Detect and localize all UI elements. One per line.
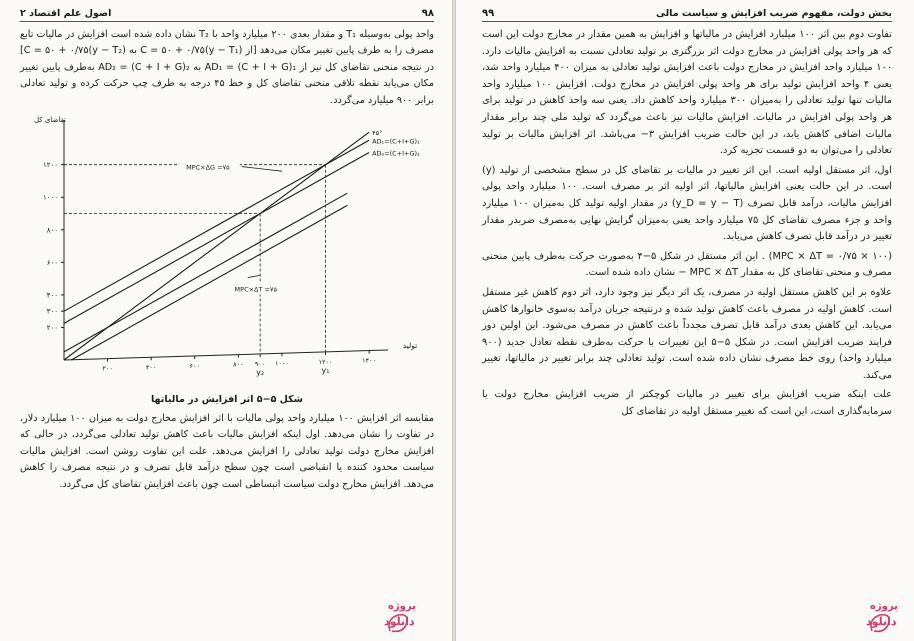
right-page-header xyxy=(482,8,892,22)
chart-svg xyxy=(20,112,434,392)
y-tick-label: ۶۰۰ xyxy=(46,258,58,267)
right-paragraph-1: تفاوت دوم بین اثر ۱۰۰ میلیارد افزایش در مالیاتها و افزایش به همین مقدار در مخارج دولت این است که هر واحد پولی افزایش در مخارج دولت اثر بزرگتری بر تولید تعادلی نسبت به افزایش مالیات دارد. ۱۰۰ میلیارد واحد افزایش در مخارج دولت باعث افزایش تولید تعادلی به میزان ۴۰۰ میلیارد واحد شد، یعنی ۴ واحد افزایش تولید برای هر واحد پولی افزایش در مخارج دولت. افزایش ۱۰۰ میلیارد واحد مالیات تنها تولید تعادلی را بەمیزان ۳۰۰ میلیارد واحد کاهش داد. یعنی سه واحد کاهش در تولید برای هر واحد پولی افزایش در مالیات. افزایش مالیات نیز باعث می‌گردد که تولید ملی چند برابر مقدار مالیات اضافی کاهش یابد، در این حالت ضریب افزایش ۳− می‌باشد. اثر افزایش مالیات بر تولید تعادلی را می‌توان به دو قسمت تجزیه کرد. xyxy=(482,29,892,157)
x-tick-label: ۱۰۰۰ xyxy=(274,359,289,368)
series-line-AD2 xyxy=(64,153,369,324)
equilibrium-output-label: y₁ xyxy=(321,365,330,375)
y-tick-label: ۸۰۰ xyxy=(46,226,58,235)
left-page xyxy=(0,0,452,641)
right-page xyxy=(456,0,914,641)
annotation-label: MPC×ΔT =۷۵ xyxy=(234,285,277,294)
y-tick-label: ۱۰۰۰ xyxy=(42,193,58,202)
x-tick-label: ۲۰۰ xyxy=(102,364,113,373)
y-tick-label: ۲۰۰ xyxy=(46,323,58,332)
x-tick-label: ۱۴۰۰ xyxy=(362,356,377,365)
right-paragraph-5: علت اینکه ضریب افزایش برای تغییر در مالیات کوچکتر از ضریب افزایش مخارج دولت یا سرمایه‌گذاری است، این است که تغییر مستقل اولیه در تقاضای کل xyxy=(482,389,892,418)
logo-word-1: پروژه xyxy=(870,601,898,612)
right-page-number: ۹۹ xyxy=(482,8,495,19)
x-tick-label: ۱۲۰۰ xyxy=(318,357,333,366)
x-tick-label: ۶۰۰ xyxy=(189,361,201,370)
right-paragraph-3: (MPC × ΔT = ۰/۷۵ × ۱۰۰) . این اثر مستقل در شکل ۵−۴ بەصورت حرکت بەطرف پایین منحنی مصرف و منحنی تقاضای کل به مقدار MPC × ΔT − نشان داده شده است. xyxy=(482,250,893,279)
right-paragraph-4: علاوه بر این کاهش مستقل اولیه در مصرف، یک اثر دیگر نیز وجود دارد، اثر دوم کاهش غیر مستقل است. کاهش اولیه در مصرف باعث کاهش تولید شده و درنتیجه جریان درآمد بەسوی خانوارها کاهش می‌یابد. این کاهش بعدی درآمد قابل تصرف مجدداً باعث کاهش در مصرف می‌شود. این اولین دور فرایند ضریب افزایش است. در شکل ۵−۵ این تغییرات با حرکت بەطرف نقطه تعادل جدید (۹۰۰ میلیارد واحد) روی خط مصرف نشان داده شده است. تولید تعادلی چند برابر تغییر در مالیاتها، تغییر می‌کند. xyxy=(482,286,892,381)
equilibrium-output-label: y₂ xyxy=(256,367,265,377)
left-page-header xyxy=(20,8,434,22)
site-logo-right xyxy=(866,601,908,637)
x-tick-label: ۴۰۰ xyxy=(145,363,157,372)
y-tick-label: ۳۰۰ xyxy=(46,307,58,316)
series-label-AD2: AD₂=(C+I+G)₂ xyxy=(372,149,420,158)
annotation-arrow xyxy=(242,167,282,172)
y-axis-label: تقاضای کل xyxy=(33,116,67,125)
x-tick-label: ۸۰۰ xyxy=(233,360,244,369)
site-logo-left xyxy=(384,601,426,637)
series-line-C1 xyxy=(64,193,347,352)
logo-word-2: دانلود xyxy=(866,615,897,628)
left-paragraph-1: واحد پولی بەوسیله T₁ و مقدار بعدی ۲۰۰ میلیارد واحد با T₂ نشان داده شده است افزایش در مالیات تابع مصرف را بە طرف پایین تغییر مکان می‌دهد [از C = ۵۰ + ۰/۷۵(y − T₁) به C = ۵۰ + ۰/۷۵(y − T₂)] در نتیجه منحنی تقاضای کل نیز از AD₁ = (C + I + G)₁ به AD₂ = (C + I + G)₂ بەطرف پایین تغییر مکان می‌یابد نقطه تلاقی منحنی تقاضای کل و خط ۴۵ درجه به طرف چپ حرکت کرده و تولید تعادلی برابر ۹۰۰ میلیارد می‌گردد. xyxy=(20,29,435,106)
right-page-title: بخش دولت، مفهوم ضریب افزایش و سیاست مالی xyxy=(656,8,892,19)
series-line-C2 xyxy=(71,205,347,360)
left-page-number: ۹۸ xyxy=(421,8,434,19)
logo-word-2: دانلود xyxy=(384,615,415,628)
right-paragraph-2: اول، اثر مستقل اولیه است. این اثر تغییر در مالیات بر تقاضای کل در سطح مشخصی از تولید (y) است. در این حالت یعنی افزایش مالیاتها، اثر اولیه اثر بر مصرف است. ۱۰۰ میلیارد واحد پولی افزایش مالیات، درآمد قابل تصرف (y_D = y − T) در مقدار اولیه تولید کل بەمیزان ۱۰۰ میلیارد واحد و جزء مصرف تقاضای کل ۷۵ میلیارد واحد یعنی بەمیزان گرایش نهایی بەمصرف ضربدر مقدار تغییر در درآمد قابل تصرف کاهش می‌یابد. xyxy=(482,164,892,243)
left-paragraph-2: مقایسه اثر افزایش ۱۰۰ میلیارد واحد پولی مالیات با اثر افزایش مخارج دولت به میزان ۱۰۰ میلیارد دلار، در تفاوت را نشان می‌دهد. اول اینکه افزایش مالیات باعث کاهش تولید تعادلی می‌گردد، در حالی که افزایش مخارج دولت تولید تعادلی را افزایش می‌دهد. علت این تفاوت روشن است. افزایش مالیات سیاست محدود کننده یا انقباضی است چون سطح درآمد قابل تصرف و در نتیجه مصرف را کاهش می‌دهد. افزایش مخارج دولت سیاست انبساطی است چون باعث افزایش تقاضای کل می‌گردد. xyxy=(20,413,434,490)
series-label-AD1: AD₁=(C+I+G)₁ xyxy=(372,137,420,146)
figure-caption: شکل ۵−۵ اثر افزایش در مالیاتها xyxy=(150,394,304,406)
x-tick-label: ۹۰۰ xyxy=(254,359,266,368)
annotation-label: MPC×ΔG =۷۵ xyxy=(186,163,230,172)
figure-tax-increase xyxy=(20,112,434,392)
logo-word-1: پروژه xyxy=(388,601,416,612)
y-tick-label: ۱۲۰۰ xyxy=(42,161,58,170)
y-tick-label: ۴۰۰ xyxy=(46,291,58,300)
x-axis xyxy=(64,350,388,360)
annotation-arrow xyxy=(248,275,260,277)
series-label-45°: ۴۵° xyxy=(372,129,383,138)
x-axis-label: تولید xyxy=(402,341,418,351)
left-page-title: اصول علم اقتصاد ۲ xyxy=(20,8,112,19)
